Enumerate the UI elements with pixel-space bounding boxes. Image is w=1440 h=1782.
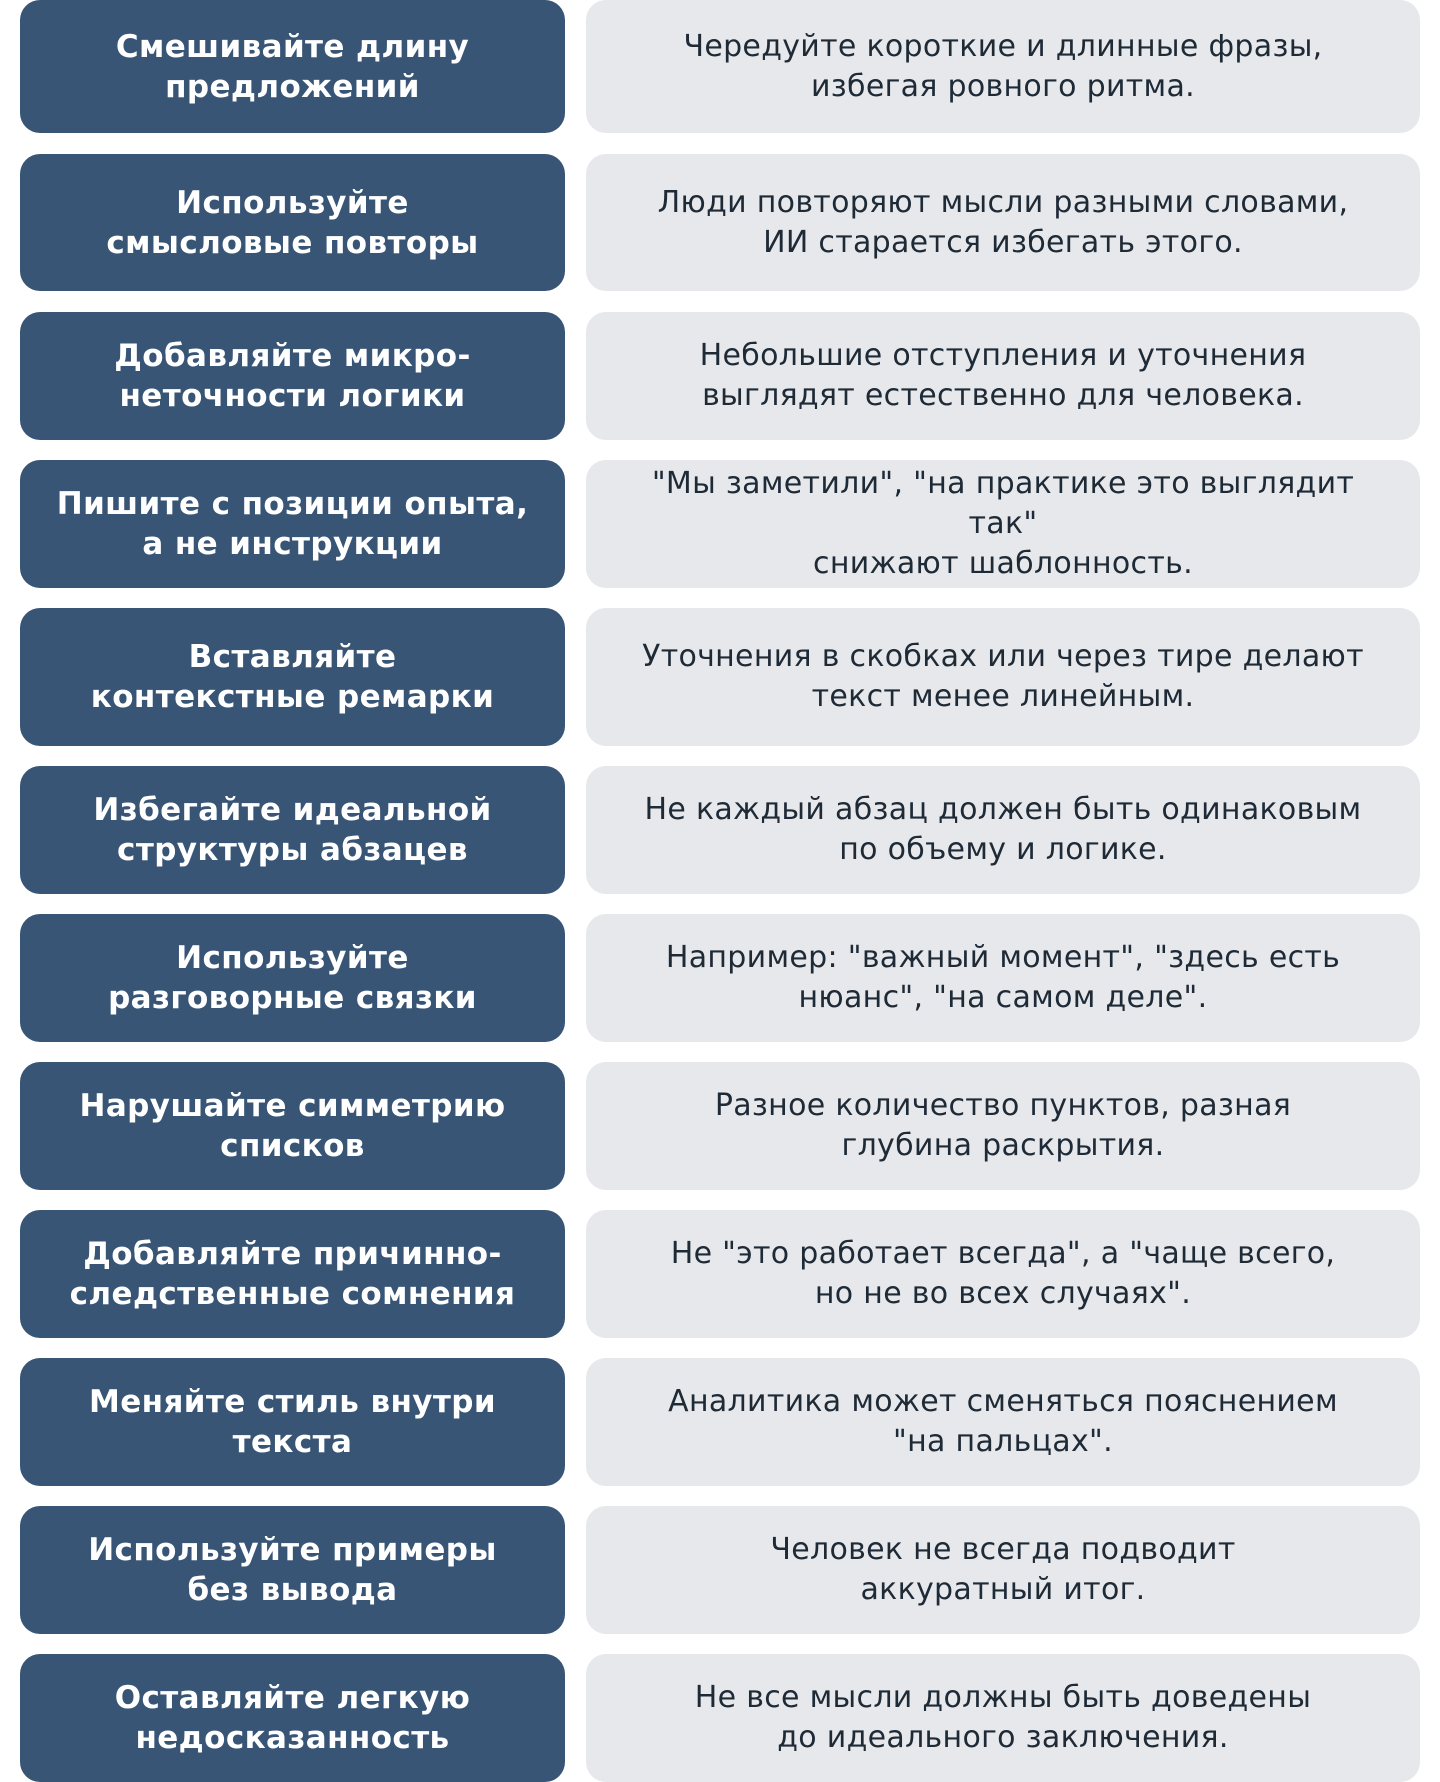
tip-title [88,1530,497,1610]
tip-title-line: недосказанность [135,1720,450,1756]
description-line: Не каждый абзац должен быть одинаковым [644,792,1362,827]
description-line: аккуратный итог. [860,1572,1146,1607]
tip-title-line: Используйте [176,940,409,976]
tip-title-line: смысловые повторы [106,224,479,261]
tip-title-line: следственные сомнения [69,1276,516,1312]
tip-card [20,312,565,440]
tip-title [89,1382,496,1462]
description-line: "на пальцах". [893,1424,1113,1459]
description-text [645,790,1362,870]
description-line: "Мы заметили", "на практике это выглядит так" [651,466,1355,541]
tip-card [20,1654,565,1782]
description-text [642,637,1364,717]
description-line: но не во всех случаях". [814,1276,1192,1311]
description-text [671,1234,1336,1314]
tip-row [20,1358,1420,1486]
tip-row [20,154,1420,291]
description-line: Небольшие отступления и уточнения [699,338,1307,373]
tip-title-line: Добавляйте микро- [114,338,471,374]
description-line: Чередуйте короткие и длинные фразы, [683,28,1323,64]
tip-row [20,1062,1420,1190]
tip-row [20,914,1420,1042]
tip-card [20,1062,565,1190]
tip-card [20,154,565,291]
tip-card [20,1506,565,1634]
description-card [586,460,1420,588]
tip-title-line: Используйте примеры [88,1532,497,1568]
description-card [586,766,1420,894]
tip-title [57,484,529,564]
description-text [616,464,1390,584]
description-text [668,1382,1338,1462]
tip-title-line: а не инструкции [142,526,443,562]
tip-title [93,790,491,870]
description-card [586,0,1420,133]
description-line: снижают шаблонность. [813,546,1193,581]
tip-title [115,1678,470,1758]
tip-card [20,1210,565,1338]
tip-row [20,312,1420,440]
description-card [586,1210,1420,1338]
tip-title-line: Смешивайте длину [115,28,470,65]
tip-title [79,1086,505,1166]
description-text [666,938,1340,1018]
description-text [770,1530,1235,1610]
description-card [586,1506,1420,1634]
tip-title [114,336,470,416]
description-line: ИИ старается избегать этого. [763,224,1243,260]
description-line: Не "это работает всегда", а "чаще всего, [670,1236,1336,1271]
tip-title-line: контекстные ремарки [90,679,495,715]
description-line: нюанс", "на самом деле". [798,980,1208,1015]
tip-title-line: Пишите с позиции опыта, [56,486,529,522]
tip-title-line: предложений [165,68,420,105]
tip-title-line: Используйте [176,184,409,221]
description-text [658,183,1349,263]
description-line: Человек не всегда подводит [770,1532,1236,1567]
tip-title-line: структуры абзацев [117,832,468,868]
tip-title-line: Вставляйте [188,639,397,675]
description-line: по объему и логике. [839,832,1167,867]
tip-title-line: текста [232,1424,353,1460]
tip-title [70,1234,516,1314]
description-card [586,914,1420,1042]
tip-row [20,0,1420,133]
description-line: Уточнения в скобках или через тире делают [642,639,1364,674]
tip-title-line: неточности логики [119,378,466,414]
description-card [586,1654,1420,1782]
description-line: Например: "важный момент", "здесь есть [665,940,1341,975]
description-text [700,336,1307,416]
description-line: до идеального заключения. [777,1720,1229,1755]
tip-title-line: Нарушайте симметрию [79,1088,506,1124]
description-text [715,1086,1291,1166]
description-line: Аналитика может сменяться пояснением [668,1384,1338,1419]
tip-row [20,1654,1420,1782]
tip-card [20,0,565,133]
tip-title [106,183,478,263]
tip-card [20,460,565,588]
description-line: глубина раскрытия. [841,1128,1165,1163]
tip-title-line: Оставляйте легкую [114,1680,471,1716]
tip-title-line: Добавляйте причинно- [83,1236,502,1272]
description-line: избегая ровного ритма. [810,68,1195,104]
description-card [586,608,1420,746]
description-line: Разное количество пунктов, разная [714,1088,1292,1123]
description-card [586,154,1420,291]
tip-title [108,938,477,1018]
tip-card [20,1358,565,1486]
tip-row [20,766,1420,894]
description-card [586,1062,1420,1190]
tip-title [116,27,469,107]
tip-title-line: Меняйте стиль внутри [89,1384,496,1420]
description-text [695,1678,1311,1758]
description-line: выглядят естественно для человека. [702,378,1304,413]
description-card [586,312,1420,440]
tip-card [20,766,565,894]
tip-title-line: разговорные связки [108,980,477,1016]
tip-title-line: без вывода [187,1572,398,1608]
tip-card [20,608,565,746]
description-text [683,27,1322,107]
tip-title [91,637,494,717]
tip-row [20,608,1420,746]
tip-title-line: списков [220,1128,365,1164]
tip-title-line: Избегайте идеальной [93,792,492,828]
tip-row [20,1210,1420,1338]
tip-row [20,460,1420,588]
description-line: текст менее линейным. [811,679,1195,714]
tip-row [20,1506,1420,1634]
tip-card [20,914,565,1042]
description-line: Не все мысли должны быть доведены [694,1680,1312,1715]
description-line: Люди повторяют мысли разными словами, [657,184,1349,220]
description-card [586,1358,1420,1486]
